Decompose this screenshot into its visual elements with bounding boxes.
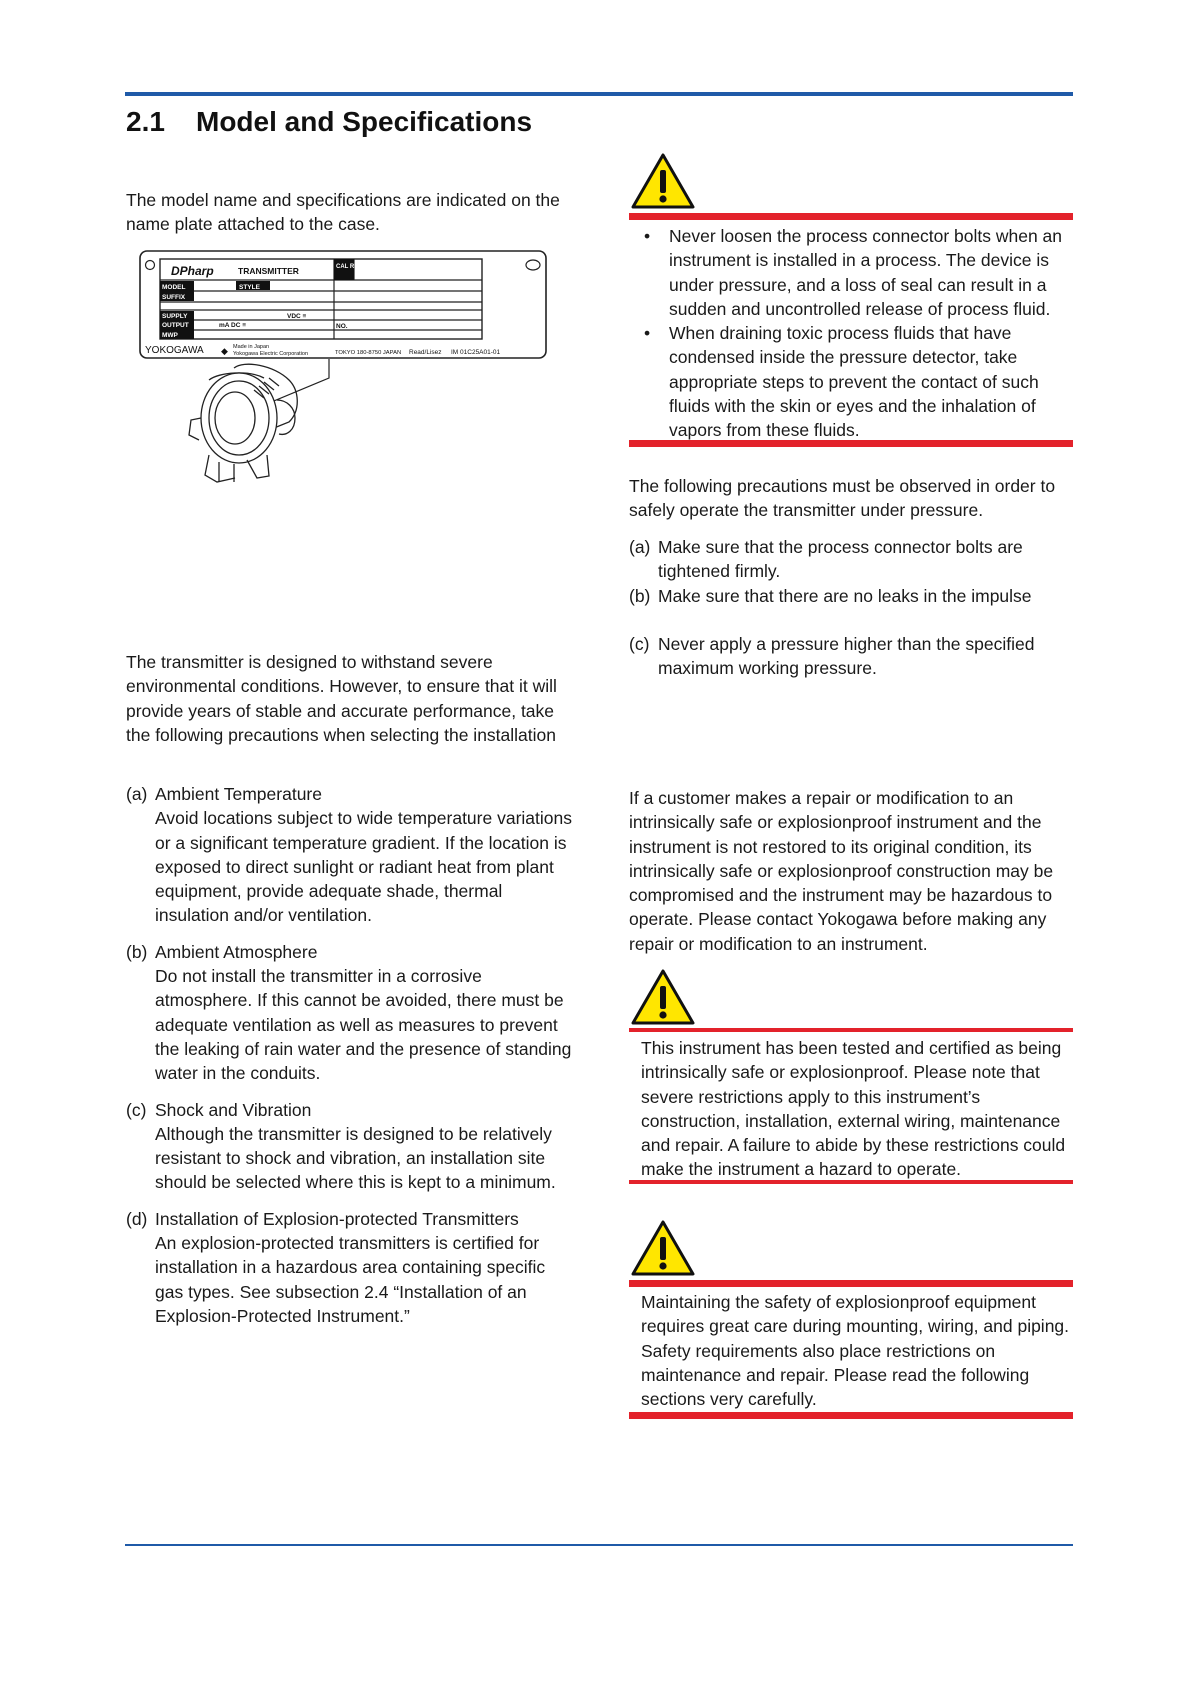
bottom-rule xyxy=(125,1544,1073,1546)
item-ambient-temperature xyxy=(126,782,578,928)
bullet-dot: • xyxy=(644,226,651,246)
plate-doc-id: IM 01C25A01-01 xyxy=(451,349,501,356)
section-heading xyxy=(126,106,532,138)
pressure-items xyxy=(629,535,1073,680)
plate-output: OUTPUT xyxy=(162,322,189,329)
warning2-text-block xyxy=(641,1036,1073,1182)
warning3-text-block xyxy=(641,1290,1073,1411)
item-label: (c) xyxy=(629,633,650,654)
repair-paragraph xyxy=(629,786,1073,956)
pressure-item xyxy=(629,535,1073,584)
warning3-text: Maintaining the safety of explosionproof equipment requires great care during mounting, wiring, and piping. Safety requirements also place restrictions on maintenance and repair. Please read the following sections very carefully. xyxy=(641,1292,1070,1410)
item-text: Avoid locations subject to wide temperature variations or a significant temperature gradient. If the location is exposed to direct sunlight or radiant heat from plant equipment, provide adequate shade, thermal insulation and/or ventilation. xyxy=(155,808,572,926)
warning-icon xyxy=(630,152,696,210)
item-title: Ambient Atmosphere xyxy=(155,941,318,962)
intro-paragraph xyxy=(126,188,576,237)
bullet-text: Never loosen the process connector bolts when an instrument is installed in a process. The device is under pressure, and a loss of seal can result in a sudden and uncontrolled release of process fluid. xyxy=(669,226,1063,319)
intro-text: The model name and specifications are indicated on the name plate attached to the case. xyxy=(126,190,560,235)
item-label: (a) xyxy=(629,537,651,557)
plate-brand: DPharp xyxy=(171,264,214,278)
item-label: (d) xyxy=(126,1208,148,1229)
install-items xyxy=(126,782,578,1328)
item-shock-vibration xyxy=(126,1098,578,1195)
item-text: Although the transmitter is designed to be relatively resistant to shock and vibration, an installation site should be selected where this is kept to a minimum. xyxy=(155,1123,556,1193)
plate-supply: SUPPLY xyxy=(162,313,188,320)
plate-suffix: SUFFIX xyxy=(162,294,186,301)
plate-style: STYLE xyxy=(239,284,260,291)
warning1-bottom-bar xyxy=(629,440,1073,447)
section-title: Model and Specifications xyxy=(196,106,533,137)
section-number: 2.1 xyxy=(126,106,165,137)
plate-diamond: ◆ xyxy=(221,346,228,356)
nameplate-figure xyxy=(139,250,549,500)
bullet-item xyxy=(629,321,1073,442)
transmitter-drawing xyxy=(189,364,297,482)
plate-read: Read/Lisez xyxy=(409,349,442,356)
plate-corp: Yokogawa Electric Corporation xyxy=(233,351,309,357)
warning-icon xyxy=(630,1219,696,1277)
pressure-intro xyxy=(629,474,1073,523)
top-rule xyxy=(125,92,1073,96)
warning-icon xyxy=(630,968,696,1026)
plate-model: MODEL xyxy=(162,284,186,291)
item-label: (b) xyxy=(126,941,148,962)
warning2-bottom-bar xyxy=(629,1180,1073,1184)
bullet-item xyxy=(629,224,1073,321)
warning1-bullets xyxy=(629,224,1073,443)
warning1-top-bar xyxy=(629,213,1073,220)
pressure-item xyxy=(629,584,1073,608)
item-text: Make sure that the process connector bolts are tightened firmly. xyxy=(658,537,1023,582)
plate-madc: mA DC ≡ xyxy=(219,322,247,329)
environment-intro xyxy=(126,650,581,747)
item-text: An explosion-protected transmitters is certified for installation in a hazardous area containing specific gas types. See subsection 2.4 “Installation of an Explosion-Protected Instrument.” xyxy=(155,1233,546,1326)
item-title: Installation of Explosion-protected Transmitters xyxy=(155,1208,519,1229)
bullet-dot: • xyxy=(644,323,651,344)
plate-address: TOKYO 180-8750 JAPAN xyxy=(335,350,402,356)
plate-transmitter: TRANSMITTER xyxy=(238,266,299,276)
warning3-top-bar xyxy=(629,1280,1073,1287)
item-text: Make sure that there are no leaks in the impulse xyxy=(658,585,1032,606)
plate-vdc: VDC ≡ xyxy=(287,313,307,320)
item-label: (a) xyxy=(126,784,148,804)
plate-made-in: Made in Japan xyxy=(233,344,270,350)
plate-no: NO. xyxy=(336,323,348,330)
item-text: Do not install the transmitter in a corrosive atmosphere. If this cannot be avoided, there must be adequate ventilation as well as measures to prevent the leaking of rain water and the presence of standing water in the conduits. xyxy=(155,966,572,1084)
warning2-top-bar xyxy=(629,1028,1073,1032)
item-text: Never apply a pressure higher than the specified maximum working pressure. xyxy=(658,633,1035,679)
item-label: (c) xyxy=(126,1099,147,1120)
pressure-item xyxy=(629,632,1073,681)
repair-text: If a customer makes a repair or modification to an intrinsically safe or explosionproof instrument and the instrument is not restored to its original condition, its intrinsically safe or explosionproof construction may be compromised and the instrument may be hazardous to operate. Please contact Yokogawa before making any repair or modification to an instrument. xyxy=(629,788,1054,954)
item-ambient-atmosphere xyxy=(126,940,578,1086)
item-title: Shock and Vibration xyxy=(155,1099,312,1120)
nameplate-svg xyxy=(139,250,549,500)
item-title: Ambient Temperature xyxy=(155,784,322,804)
plate-mwp: MWP xyxy=(162,332,178,339)
item-label: (b) xyxy=(629,585,651,606)
warning3-bottom-bar xyxy=(629,1412,1073,1419)
bullet-text: When draining toxic process fluids that have condensed inside the pressure detector, take appropriate steps to prevent the contact of such fluids with the skin or eyes and the inhalation of vapors from these fluids. xyxy=(669,323,1039,441)
pressure-intro-text: The following precautions must be observed in order to safely operate the transmitter under pressure. xyxy=(629,476,1056,521)
environment-intro-text: The transmitter is designed to withstand severe environmental conditions. However, to ensure that it will provide years of stable and accurate performance, take the following precautions when selecting the installation xyxy=(126,652,557,745)
item-explosion-protected xyxy=(126,1207,578,1328)
plate-maker: YOKOGAWA xyxy=(145,345,204,356)
warning2-text: This instrument has been tested and certified as being intrinsically safe or explosionproof. Please note that severe restrictions apply to this instrument’s construction, installation, external wiring, maintenance and repair. A failure to abide by these restrictions could make the instrument a hazard to operate. xyxy=(641,1038,1066,1180)
plate-cal-rng: CAL RNG xyxy=(336,264,364,270)
